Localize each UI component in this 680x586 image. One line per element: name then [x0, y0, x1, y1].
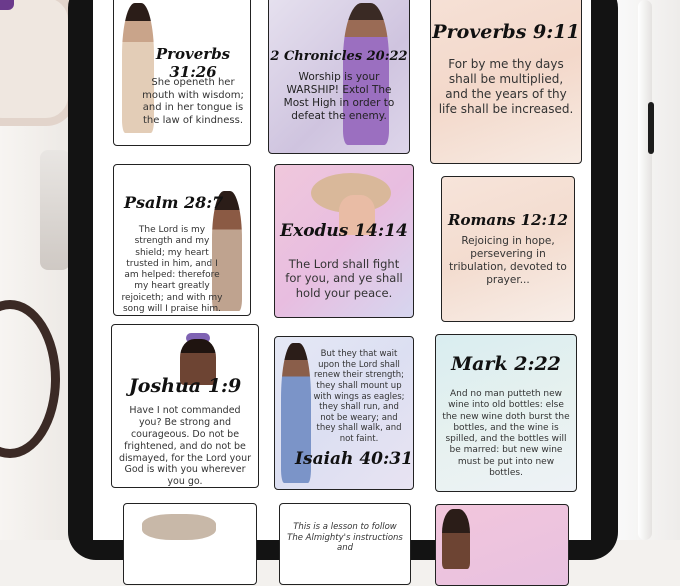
verse-text: Rejoicing in hope, persevering in tribulation, devoted to prayer... — [449, 235, 567, 287]
stylus-pencil — [638, 0, 652, 540]
verse-reference: Mark 2:22 — [451, 353, 561, 375]
tablet-side-button[interactable] — [648, 102, 654, 154]
verse-reference: Psalm 28:7 — [124, 193, 224, 212]
card-romans-12-12[interactable] — [441, 176, 575, 322]
card-joshua-1-9[interactable] — [111, 324, 259, 488]
verse-text: She openeth her mouth with wisdom; and in her tongue is the law of kindness. — [142, 77, 244, 126]
verse-reference: Proverbs 31:26 — [155, 45, 231, 81]
card-2-chronicles-20-22[interactable] — [268, 0, 410, 154]
verse-text: This is a lesson to follow The Almighty's instructions and — [287, 522, 403, 554]
card-partial-4c[interactable] — [435, 504, 569, 586]
hat-illustration — [142, 514, 216, 540]
card-psalm-28-7[interactable] — [113, 164, 251, 316]
verse-reference: Joshua 1:9 — [128, 375, 242, 397]
card-proverbs-9-11[interactable] — [430, 0, 582, 164]
watch-accent — [0, 0, 14, 10]
verse-text: Have I not commanded you? Be strong and courageous. Do not be frightened, and do not be dismayed, for the Lord your God is with you wherever you go. — [118, 405, 251, 488]
lipstick-decor — [40, 150, 70, 270]
card-partial-4a[interactable] — [123, 503, 257, 585]
verse-text: The Lord is my strength and my shield; my heart trusted in him, and I am helped: therefore my heart greatly rejoiceth; and with my song will I praise him. — [121, 225, 223, 314]
tablet-screen — [93, 0, 591, 554]
verse-text: Worship is your WARSHIP! Extol The Most High in order to defeat the enemy. — [283, 71, 395, 123]
card-proverbs-31-26[interactable] — [113, 0, 251, 146]
verse-reference: Exodus 14:14 — [280, 221, 408, 241]
verse-reference: Romans 12:12 — [448, 211, 568, 229]
card-partial-4b[interactable] — [279, 503, 411, 585]
card-mark-2-22[interactable] — [435, 334, 577, 492]
card-exodus-14-14[interactable] — [274, 164, 414, 318]
verse-text: And no man putteth new wine into old bottles: else the new wine doth burst the bottles, and the wine is spilled, and the bottles will be marred: but new wine must be put into new bottles. — [442, 389, 570, 478]
woman-illustration — [442, 509, 470, 569]
card-isaiah-40-31[interactable] — [274, 336, 414, 490]
verse-reference: Proverbs 9:11 — [432, 21, 580, 43]
verse-text: The Lord shall fight for you, and ye shall hold your peace. — [285, 257, 403, 300]
watch-decor — [0, 0, 76, 126]
verse-reference: Isaiah 40:31 — [295, 449, 413, 469]
verse-reference: 2 Chronicles 20:22 — [270, 49, 408, 64]
verse-text: But they that wait upon the Lord shall renew their strength; they shall mount up with wings as eagles; they shall run, and not be weary; and they shall walk, and not faint. — [313, 349, 405, 444]
verse-text: For by me thy days shall be multiplied, and the years of thy life shall be increased. — [438, 57, 574, 116]
